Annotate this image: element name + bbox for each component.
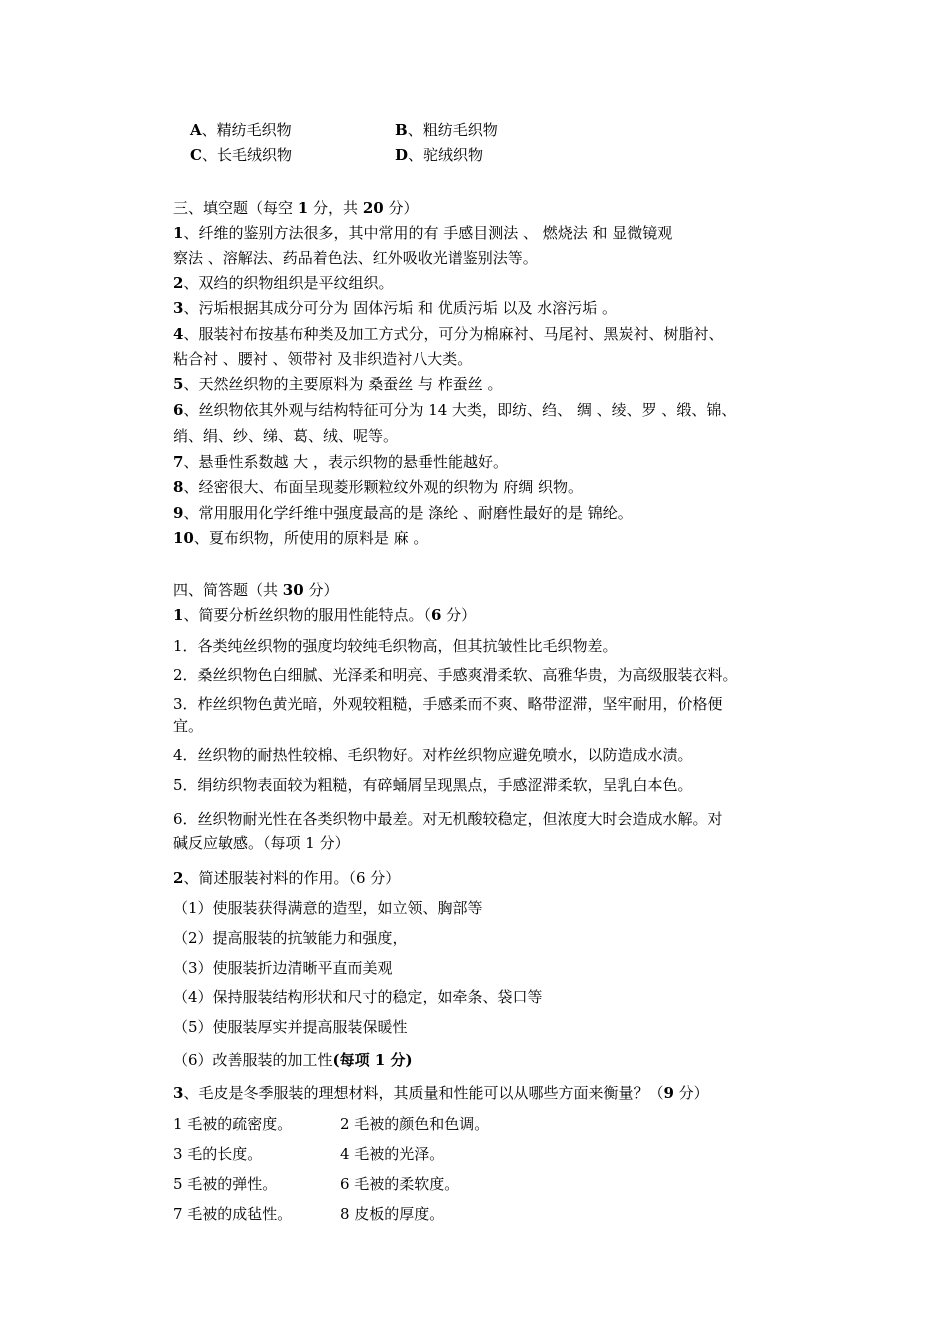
- answer-line: （3）使服装折边清晰平直而美观: [173, 959, 393, 977]
- fill-item: 粘合衬 、腰衬 、领带衬 及非织造衬八大类。: [173, 350, 473, 368]
- answer-line: （5）使服装厚实并提高服装保暖性: [173, 1018, 408, 1036]
- answer-line: 5 毛被的弹性。: [173, 1175, 278, 1193]
- fill-item: 2、双绉的织物组织是平纹组织。: [173, 274, 394, 292]
- answer-line: 4 毛被的光泽。: [340, 1145, 445, 1163]
- answer-line: （1）使服装获得满意的造型，如立领、胸部等: [173, 899, 483, 917]
- answer-line: 1 毛被的疏密度。: [173, 1115, 293, 1133]
- section-4-title: 四、简答题（共 30 分）: [173, 581, 339, 599]
- fill-item: 8、经密很大、布面呈现菱形颗粒纹外观的织物为 府绸 织物。: [173, 478, 583, 496]
- answer-line: （6）改善服装的加工性(每项 1 分): [173, 1051, 413, 1069]
- answer-line: 3 毛的长度。: [173, 1145, 263, 1163]
- answer-line: （4）保持服装结构形状和尺寸的稳定，如牵条、袋口等: [173, 988, 543, 1006]
- answer-line: 碱反应敏感。（每项 1 分）: [173, 834, 350, 852]
- answer-line: 7 毛被的成毡性。: [173, 1205, 293, 1223]
- answer-line: 1．各类纯丝织物的强度均较纯毛织物高，但其抗皱性比毛织物差。: [173, 637, 618, 655]
- fill-item: 4、服装衬布按基布种类及加工方式分，可分为棉麻衬、马尾衬、黑炭衬、树脂衬、: [173, 325, 724, 343]
- answer-line: 2．桑丝织物色白细腻、光泽柔和明亮、手感爽滑柔软、高雅华贵，为高级服装衣料。: [173, 666, 738, 684]
- question-2: 2、简述服装衬料的作用。（6 分）: [173, 869, 401, 887]
- fill-item: 察法 、溶解法、药品着色法、红外吸收光谱鉴别法等。: [173, 249, 538, 267]
- option-b: B、粗纺毛织物: [395, 121, 498, 139]
- fill-item: 1、纤维的鉴别方法很多，其中常用的有 手感目测法 、 燃烧法 和 显微镜观: [173, 224, 673, 242]
- question-1: 1、简要分析丝织物的服用性能特点。（6 分）: [173, 606, 477, 624]
- option-c: C、长毛绒织物: [190, 146, 292, 164]
- fill-item: 10、夏布织物，所使用的原料是 麻 。: [173, 529, 429, 547]
- option-d: D、驼绒织物: [395, 146, 484, 164]
- answer-line: 5．绢纺织物表面较为粗糙，有碎蛹屑呈现黑点，手感涩滞柔软，呈乳白本色。: [173, 776, 693, 794]
- answer-line: （2）提高服装的抗皱能力和强度，: [173, 929, 408, 947]
- option-a: A、精纺毛织物: [190, 121, 292, 139]
- section-3-title: 三、填空题（每空 1 分，共 20 分）: [173, 199, 419, 217]
- fill-item: 3、污垢根据其成分可分为 固体污垢 和 优质污垢 以及 水溶污垢 。: [173, 299, 618, 317]
- fill-item: 7、悬垂性系数越 大 ，表示织物的悬垂性能越好。: [173, 453, 508, 471]
- fill-item: 绡、绢、纱、绨、葛、绒、呢等。: [173, 427, 399, 445]
- answer-line: 4．丝织物的耐热性较棉、毛织物好。对柞丝织物应避免喷水，以防造成水渍。: [173, 746, 693, 764]
- answer-line: 6．丝织物耐光性在各类织物中最差。对无机酸较稳定，但浓度大时会造成水解。对: [173, 810, 723, 828]
- answer-line: 6 毛被的柔软度。: [340, 1175, 460, 1193]
- answer-line: 3．柞丝织物色黄光暗，外观较粗糙，手感柔而不爽、略带涩滞，坚牢耐用，价格便: [173, 695, 723, 713]
- answer-line: 8 皮板的厚度。: [340, 1205, 445, 1223]
- answer-line: 宜。: [173, 717, 204, 735]
- answer-line: 2 毛被的颜色和色调。: [340, 1115, 490, 1133]
- fill-item: 9、常用服用化学纤维中强度最高的是 涤纶 、耐磨性最好的是 锦纶。: [173, 504, 633, 522]
- fill-item: 5、天然丝织物的主要原料为 桑蚕丝 与 柞蚕丝 。: [173, 375, 503, 393]
- question-3: 3、毛皮是冬季服装的理想材料，其质量和性能可以从哪些方面来衡量？（9 分）: [173, 1084, 709, 1102]
- fill-item: 6、丝织物依其外观与结构特征可分为 14 大类，即纺、绉、 绸 、绫、罗 、缎、锦、: [173, 401, 737, 419]
